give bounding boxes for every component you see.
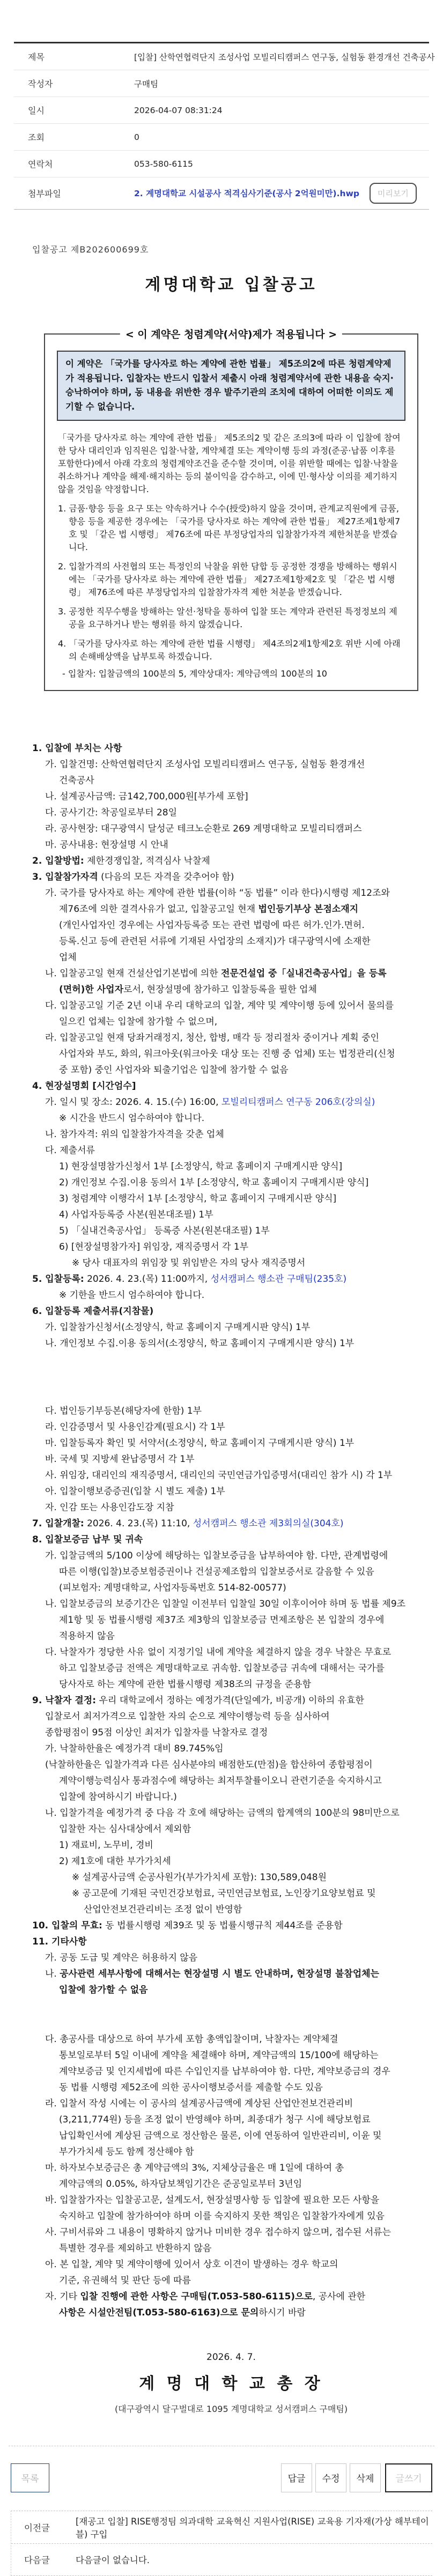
doc-text: 업체	[59, 952, 77, 963]
doc-line	[32, 1869, 430, 1885]
doc-text: 아. 입찰이행보증증권(입찰 시 별도 제출) 1부	[45, 1486, 225, 1497]
integrity-items	[57, 502, 405, 663]
doc-line	[32, 1564, 430, 1580]
header-row-label: 연락처	[28, 159, 53, 169]
doc-line	[32, 2256, 430, 2273]
doc-text: 2026. 4. 23.(목) 11:10,	[84, 1518, 193, 1529]
doc-line	[32, 2273, 430, 2289]
doc-line	[32, 933, 430, 949]
post-header-row	[14, 43, 435, 70]
doc-text: ※ 당사 대표자의 위임장 및 위임받은 자의 당사 재직증명서	[72, 1257, 306, 1268]
doc-text: 나. 입찰공고일 현재 건설산업기본법에 의한	[45, 968, 222, 979]
header-row-label: 일시	[28, 106, 45, 116]
doc-line	[32, 1467, 430, 1483]
doc-line	[32, 805, 430, 821]
list-button[interactable]: 목록	[11, 2463, 49, 2492]
doc-text: 11. 기타사항	[32, 1936, 87, 1947]
doc-text: 3. 입찰참가자격	[32, 871, 98, 882]
header-row-value: 구매팀	[134, 79, 158, 89]
doc-text: 산업안전보건관리비는 조정 없이 반영함	[84, 1904, 242, 1915]
doc-text: 로서, 현장설명에 참가하고 입찰등록을 필한 업체	[123, 984, 317, 995]
doc-line	[32, 1271, 430, 1287]
doc-line	[32, 966, 430, 982]
doc-text: 입찰에 참가할 수 없음	[59, 1984, 148, 1995]
doc-line	[32, 2192, 430, 2208]
doc-text: 라. 입찰공고일 현재 당좌거래정지, 청산, 합병, 매각 등 정리절차 중이거나 계획 중인	[45, 1032, 379, 1043]
post-header-row	[14, 97, 429, 124]
post-header-rows	[14, 43, 435, 177]
doc-line	[32, 1725, 430, 1741]
notice-signer: 계 명 대 학 교 총 장	[139, 2374, 323, 2393]
doc-line	[32, 1046, 430, 1062]
doc-text: 4. 현장설명회 [시간엄수]	[32, 1080, 136, 1092]
doc-line	[32, 1853, 430, 1869]
notice-document	[0, 243, 443, 2415]
doc-text: 8. 입찰보증금 납부 및 귀속	[32, 1534, 143, 1545]
doc-text: 2026. 4. 23.(목) 11:00까지,	[84, 1273, 211, 1285]
doc-line	[32, 2289, 430, 2305]
header-row-label: 제목	[28, 52, 45, 62]
doc-line	[32, 1255, 430, 1271]
doc-text: 납입확인서에 계상된 금액으로 정산함은 물론, 이에 연동하여 일반관리비, 이윤 및	[59, 2130, 382, 2141]
doc-line	[32, 821, 430, 837]
doc-line	[32, 2224, 430, 2240]
reply-button[interactable]: 답글	[281, 2463, 312, 2492]
doc-line	[32, 1934, 430, 1950]
doc-text: 7. 입찰개찰:	[32, 1518, 84, 1529]
doc-line	[32, 1950, 430, 1966]
doc-text: (3,211,774원) 등을 조정 없이 반영해야 하며, 최종대가 청구 시에 해당보험료	[59, 2114, 371, 2125]
doc-text: 마. 공사내용: 현장설명 시 안내	[45, 839, 168, 850]
doc-text: 계약보증금 및 인지세법에 따른 수입인지를 납부하여야 함. 다만, 계약보증금의 경우	[59, 2066, 390, 2077]
doc-text: 다. 공사기간: 착공일로부터 28일	[45, 807, 178, 818]
doc-text: 나. 설계공사금액: 금142,700,000원[부가세 포함]	[45, 791, 248, 802]
doc-line	[32, 1805, 430, 1821]
doc-line	[32, 998, 430, 1014]
doc-line	[32, 1483, 430, 1499]
doc-text: 1. 입찰에 부치는 사항	[32, 743, 122, 754]
integrity-damages-line: - 입찰자: 입찰금액의 100분의 5, 계약상대자: 계약금액의 100분의 10	[62, 668, 327, 679]
doc-text: 다. 총공사를 대상으로 하여 부가세 포함 총액입찰이며, 낙찰자는 계약체결	[45, 2033, 338, 2045]
doc-line	[32, 1644, 430, 1660]
doc-line	[32, 1030, 430, 1046]
doc-text: (낙찰하한율은 입찰가격과 다른 심사분야의 배점한도(만점)을 합산하여 종합평점이	[45, 1759, 373, 1770]
doc-line	[32, 2144, 430, 2160]
doc-text: 입찰 진행에 관한 사항은 구매팀(T.053-580-6115)으로	[80, 2291, 313, 2302]
doc-text: 바. 입찰참가자는 입찰공고문, 설계도서, 현장설명사항 등 입찰에 필요한 모든 사항을	[45, 2194, 380, 2206]
doc-line	[32, 2160, 430, 2176]
doc-line	[32, 1110, 430, 1126]
doc-text: 나.	[45, 1968, 60, 1979]
doc-text: 가. 낙찰하한율은 예정가격 대비 89.745%임	[45, 1743, 224, 1754]
doc-line	[32, 917, 430, 933]
doc-line	[32, 1062, 430, 1078]
doc-text: ※ 공고문에 기재된 국민건강보험료, 국민연금보험료, 노인장기요양보험료 및	[72, 1888, 376, 1899]
doc-line	[32, 1435, 430, 1451]
doc-text: 라. 공사현장: 대구광역시 달성군 테크노순환로 269 계명대학교 모빌리티캠퍼스	[45, 823, 362, 834]
doc-text: 따른 이행(입찰)보증보험증권이나 건설공제조합의 입찰보증서로 갈음할 수 있음	[59, 1566, 374, 1577]
integrity-pledge-box	[44, 329, 418, 691]
prev-post-label: 이전글	[24, 2522, 50, 2533]
doc-text: 적용하지 않음	[59, 1630, 115, 1642]
doc-text: 종합평점이 95점 이상인 최저가 입찰자를 낙찰자로 결정	[45, 1727, 268, 1738]
doc-text: 입찰로서 최저가격으로 입찰한 자의 순으로 계약이행능력 등을 심사하여	[45, 1711, 330, 1722]
doc-line	[32, 740, 430, 756]
doc-line	[32, 789, 430, 805]
doc-text: 동 법률시행령 제39조 및 동 법률시행규칙 제44조를 준용함	[102, 1920, 343, 1931]
doc-text: 기준, 유권해석 및 판단 등에 따름	[59, 2275, 191, 2286]
page-title: 계명대학교 입찰공고	[145, 276, 318, 294]
next-post-row	[11, 2543, 432, 2575]
doc-line	[32, 1207, 430, 1223]
doc-text: 나. 입찰가격을 예정가격 중 다음 각 호에 해당하는 금액의 합계액의 100분의 98미만으로	[45, 1807, 400, 1818]
doc-line	[32, 1303, 430, 1319]
doc-line	[32, 2096, 430, 2112]
doc-line	[32, 982, 430, 998]
doc-highlight-text: 성서캠퍼스 행소관 구매팀(235호)	[210, 1273, 347, 1285]
doc-text: 3) 청렴계약 이행각서 1부 [소정양식, 학교 홈페이지 구매게시판 양식]	[59, 1193, 337, 1204]
doc-text: 일으킨 업체는 입찰에 참가할 수 없으며,	[59, 1016, 218, 1027]
attachment-value	[134, 183, 417, 204]
doc-text: 제1항 및 동 법률시행령 제37조 제3항의 입찰보증금 면제조항은 본 입찰의 경우에	[59, 1614, 385, 1625]
doc-line	[32, 1902, 430, 1918]
doc-text: 나. 개인정보 수집.이용 동의서(소정양식, 학교 홈페이지 구매게시판 양식) 1부	[45, 1338, 355, 1349]
doc-line	[32, 1094, 430, 1110]
preview-button[interactable]: 미리보기	[370, 183, 417, 204]
integrity-item: 4. 「국가를 당사자로 하는 계약에 관한 법률 시행령」 제4조의2제1항제2호 위반 시에 아래의 손해배상액을 납부토록 하겠습니다.	[58, 638, 401, 662]
doc-text: 마. 입찰등록자 확인 및 서약서(소정양식, 학교 홈페이지 구매게시판 양식) 1부	[45, 1437, 355, 1449]
doc-line	[32, 2208, 430, 2224]
doc-line	[32, 1451, 430, 1467]
prev-post-row	[11, 2511, 432, 2543]
doc-line	[32, 1191, 430, 1207]
doc-line	[32, 1223, 430, 1239]
doc-text: 가. 국가를 당사자로 하는 계약에 관한 법률(이하 “동 법률” 이라 한다)시행령 제12조와	[45, 887, 390, 899]
doc-line	[32, 2047, 430, 2063]
doc-line	[32, 2031, 430, 2047]
doc-line	[32, 1319, 430, 1335]
doc-line	[32, 901, 430, 917]
doc-text: 다. 제출서류	[45, 1145, 95, 1156]
doc-line	[32, 869, 430, 885]
doc-line	[32, 1532, 430, 1548]
doc-text: 6) [현장설명참가자] 위임장, 재직증명서 각 1부	[59, 1241, 249, 1252]
doc-text: ※ 설계공사금액 순공사원가(부가가치세 포함): 130,589,048원	[72, 1872, 327, 1883]
doc-line	[32, 1239, 430, 1255]
doc-text: 5) 「실내건축공사업」 등록증 사본(원본대조필) 1부	[59, 1225, 270, 1236]
doc-line	[32, 1580, 430, 1596]
doc-text: 등록.신고 등에 관련된 서류에 기재된 사업장의 소재지)가 대구광역시에 소재한	[59, 936, 371, 947]
doc-line	[32, 1821, 430, 1837]
header-row-label: 조회	[28, 132, 45, 143]
next-post-text: 다음글이 없습니다.	[76, 2555, 150, 2566]
doc-text: 2) 개인정보 수집.이용 동의서 1부 [소정양식, 학교 홈페이지 구매게시판 양식]	[59, 1177, 369, 1188]
notice-address: (대구광역시 달구벌대로 1095 계명대학교 성서캠퍼스 구매팀)	[114, 2403, 348, 2414]
doc-text: 9. 낙찰자 결정:	[32, 1695, 97, 1706]
doc-text: 계약이행능력심사 통과점수에 해당하는 최저투찰률이오니 관련기준을 숙지하시고	[59, 1775, 382, 1786]
integrity-item: 2. 입찰가격의 사전협의 또는 특정인의 낙찰을 위한 담합 등 공정한 경쟁을 방해하는 행위시에는 「국가를 당사자로 하는 계약에 관한 법률」 제27조제1항제2호 및 「같은 법 시행령」 제76조에 따른 부정당업자의 입찰참가자격 제한 처분을 받겠습니다.	[58, 561, 397, 597]
doc-text: 마. 하자보수보증금은 총 계약금액의 3%, 지체상금율은 매 1일에 대하여 총	[45, 2162, 344, 2173]
prev-post-link[interactable]: [재공고 입찰] RISE행정팀 의과대학 교육혁신 지원사업(RISE) 교육용 기자재(가상 해부테이블) 구입	[76, 2516, 429, 2540]
doc-text: 바. 국세 및 지방세 완납증명서 각 1부	[45, 1453, 195, 1465]
integrity-legend: < 이 계약은 청렴계약(서약)제가 적용됩니다 >	[120, 326, 342, 341]
doc-text: 우리 대학교에서 정하는 예정가격(단일예가, 비공개) 이하의 유효한	[96, 1695, 364, 1706]
doc-text: 사. 구비서류와 그 내용이 명확하지 않거나 미비한 경우 접수하지 않으며, 접수된 서류는	[45, 2226, 392, 2238]
doc-line	[32, 1335, 430, 1352]
doc-line	[32, 885, 430, 901]
integrity-pledge-paragraph: 「국가를 당사자로 하는 계약에 관한 법률」 제5조의2 및 같은 조의3에 따라 이 입찰에 참여한 당사 대리인과 임직원은 입찰·낙찰, 계약체결 또는 계약이행 등의 과정(준공·납품 이후를 포함한다)에서 아래 각호의 청렴계약조건을 준수할 것이며, 이를 위반할 때에는 입찰·낙찰을 취소하거나 계약을 해제·해지하는 등의 불이익을 감수하고, 이에 민·형사상 이의를 제기하지 않을 것임을 약정합니다.	[58, 432, 401, 494]
doc-line	[32, 1757, 430, 1773]
doc-text: 제76조에 의한 결격사유가 없고, 입찰공고일 현재	[59, 903, 259, 915]
doc-line	[32, 2305, 430, 2321]
doc-text: 1) 재료비, 노무비, 경비	[59, 1839, 153, 1851]
doc-line	[32, 1419, 430, 1435]
doc-line	[32, 837, 430, 853]
doc-text: , 공사에 관한	[312, 2291, 366, 2302]
doc-text: 사. 위임장, 대리인의 재직증명서, 대리인의 국민연금가입증명서(대리인 참가 시) 각 1부	[45, 1469, 393, 1481]
edit-button[interactable]: 수정	[315, 2463, 346, 2492]
prev-next-table	[11, 2511, 432, 2576]
doc-line	[32, 853, 430, 869]
doc-text: 법인등기부상 본점소재지	[258, 903, 359, 915]
doc-line	[32, 1837, 430, 1853]
doc-text: (피보험자: 계명대학교, 사업자등록번호 514-82-00577)	[59, 1582, 286, 1593]
doc-text: ※ 기한을 반드시 엄수하여야 합니다.	[59, 1289, 205, 1301]
header-row-value: [입찰] 산학연협력단지 조성사업 모빌리티캠퍼스 연구동, 실험동 환경개선 건축공사	[134, 52, 435, 62]
doc-line	[32, 1676, 430, 1692]
notice-body	[32, 740, 430, 2321]
doc-text: 부가가치세 등도 함께 정산해야 함	[59, 2146, 194, 2157]
bid-notice-page	[0, 42, 443, 2566]
doc-line	[32, 1773, 430, 1789]
doc-text: 2) 제1호에 대한 부가가치세	[59, 1855, 171, 1867]
doc-line	[32, 949, 430, 966]
doc-line	[32, 1499, 430, 1516]
doc-text: (개인사업자인 경우에는 사업자등록증 또는 관련 법령에 따른 허가.인가.면허.	[59, 919, 365, 931]
doc-text: 나. 참가자격: 위의 입찰참가자격을 갖춘 업체	[45, 1129, 224, 1140]
integrity-item: 1. 금품·향응 등을 요구 또는 약속하거나 수수(授受)하지 않을 것이며, 관계교직원에게 금품, 향응 등을 제공한 경우에는 「국가를 당사자로 하는 계약에 관한 법률」 제27조제1항제7호 및 「같은 법 시행령」 제76조에 따른 부정당업자의 입찰참가자격 제한처분을 받겠습니다.	[58, 503, 401, 552]
notice-date: 2026. 4. 7.	[206, 2351, 256, 2363]
doc-line	[32, 1403, 430, 1419]
doc-line	[32, 2063, 430, 2080]
attachment-label: 첨부파일	[28, 189, 61, 199]
doc-text: ※ 시간을 반드시 엄수하여야 합니다.	[59, 1112, 205, 1124]
doc-text: 건축공사	[59, 775, 94, 786]
doc-text: 하고 입찰보증금 전액은 계명대학교로 귀속함. 입찰보증금 귀속에 대해서는 국가를	[59, 1662, 385, 1674]
doc-line	[32, 1612, 430, 1628]
doc-text: 제한경쟁입찰, 적격심사 낙찰제	[84, 855, 210, 866]
doc-text: 입찰한 자는 심사대상에서 제외함	[59, 1823, 191, 1835]
post-header-row	[14, 124, 429, 151]
doc-line	[32, 1885, 430, 1902]
header-row-value: 053-580-6115	[134, 159, 193, 169]
doc-text: 당사자로 하는 계약에 관한 법률시행령 제38조의 규정을 준용함	[59, 1679, 312, 1690]
doc-line	[32, 1709, 430, 1725]
doc-line	[32, 1596, 430, 1612]
attachment-file-link[interactable]: 2. 계명대학교 시설공사 적격심사기준(공사 2억원미만).hwp	[134, 189, 359, 198]
doc-text: 숙지하고 입찰에 참가하여야 하며 이를 숙지하지 못한 책임은 입찰참가자에게 있음	[59, 2210, 385, 2222]
doc-text: 통보일로부터 5일 이내에 계약을 체결해야 하며, 계약금액의 15/100에 해당하는	[59, 2050, 379, 2061]
doc-line	[32, 1692, 430, 1709]
doc-text: 사업자와 부도, 화의, 워크아웃(워크아웃 대상 또는 진행 중 업체) 또는 법정관리(신청	[59, 1048, 395, 1059]
post-header-row	[14, 151, 429, 177]
doc-line	[32, 773, 430, 789]
doc-line	[32, 1741, 430, 1757]
doc-text: 6. 입찰등록 제출서류(지참물)	[32, 1305, 154, 1317]
doc-text: 5. 입찰등록:	[32, 1273, 84, 1285]
doc-line	[32, 2080, 430, 2096]
action-button-row	[11, 2463, 432, 2492]
doc-line	[32, 1159, 430, 1175]
doc-text: 가. 입찰참가신청서(소정양식, 학교 홈페이지 구매게시판 양식) 1부	[45, 1322, 311, 1333]
doc-line	[32, 1175, 430, 1191]
doc-text: (다음의 모든 자격을 갖추어야 함)	[98, 871, 234, 882]
doc-line	[32, 1548, 430, 1564]
doc-text: 계약금액의 0.05%, 하자담보책임기간은 준공일로부터 3년임	[59, 2178, 302, 2189]
doc-text: 가. 일시 및 장소: 2026. 4. 15.(수) 16:00,	[45, 1096, 222, 1108]
doc-text: 다. 법인등기부등본(해당자에 한함) 1부	[45, 1405, 202, 1416]
doc-line	[32, 2112, 430, 2128]
doc-text: 10. 입찰의 무효:	[32, 1920, 102, 1931]
doc-line	[32, 1078, 430, 1094]
doc-line	[32, 1966, 430, 1982]
doc-line	[32, 1982, 430, 1998]
doc-text: 자. 인감 또는 사용인감도장 지참	[45, 1502, 174, 1513]
doc-line	[32, 1660, 430, 1676]
write-button[interactable]: 글쓰기	[385, 2463, 432, 2492]
next-post-label: 다음글	[24, 2555, 50, 2566]
doc-text: 2. 입찰방법:	[32, 855, 84, 866]
doc-text: 전문건설업 중「실내건축공사업」을 등록	[221, 968, 387, 979]
doc-line	[32, 1516, 430, 1532]
doc-text: 자. 기타	[45, 2291, 80, 2302]
doc-line	[32, 2176, 430, 2192]
doc-line	[32, 1142, 430, 1159]
doc-line	[32, 1789, 430, 1805]
integrity-item: 3. 공정한 직무수행을 방해하는 알선·청탁을 통하여 입찰 또는 계약과 관련된 특정정보의 제공을 요구하거나 받는 행위를 하지 않겠습니다.	[58, 606, 397, 629]
doc-highlight-text: 성서캠퍼스 행소관 제3회의실(304호)	[193, 1518, 344, 1529]
doc-text: 가. 공동 도급 및 계약은 허용하지 않음	[45, 1952, 198, 1963]
doc-text: 중 포함) 중인 사업자와 퇴출기업은 입찰에 참가할 수 없음	[59, 1064, 289, 1075]
doc-line	[32, 1628, 430, 1644]
doc-text: 4) 사업자등록증 사본(원본대조필) 1부	[59, 1209, 213, 1220]
attachment-row	[14, 177, 429, 210]
post-header-table	[14, 42, 435, 210]
doc-text: 나. 입찰보증금의 보증기간은 입찰일 이전부터 입찰일 30일 이후이어야 하며 동 법률 제9조	[45, 1598, 406, 1609]
header-row-value: 2026-04-07 08:31:24	[134, 105, 223, 115]
doc-line	[32, 2128, 430, 2144]
doc-text: 라. 입찰서 작성 시에는 이 공사의 설계공사금액에 계상된 산업안전보건관리비	[45, 2098, 353, 2109]
doc-text: 라. 인감증명서 및 사용인감계(필요시) 각 1부	[45, 1421, 225, 1432]
doc-text: 입찰에 참여하시기 바랍니다.)	[59, 1791, 177, 1802]
doc-line	[32, 1287, 430, 1303]
doc-highlight-text: 모빌리티캠퍼스 연구동 206호(강의실)	[221, 1096, 375, 1108]
delete-button[interactable]: 삭제	[350, 2463, 381, 2492]
doc-text: 아. 본 입찰, 계약 및 계약이행에 있어서 상호 이견이 발생하는 경우 학교의	[45, 2259, 338, 2270]
integrity-notice-box: 이 계약은 「국가를 당사자로 하는 계약에 관한 법률」 제5조의2에 따른 청렴계약제가 적용됩니다. 입찰자는 반드시 입찰서 제출시 아래 청렴계약서에 관한 내용을 숙지·승낙하여야 하며, 동 내용을 위반한 경우 발주기관의 조치에 대하여 어떠한 이의도 제기할 수 없습니다.	[57, 351, 405, 421]
doc-text: 동 법률 시행령 제52조에 의한 공사이행보증서를 제출할 수도 있음	[59, 2082, 323, 2093]
doc-line	[32, 756, 430, 773]
doc-text: 특별한 경우를 제외하고 반환하지 않음	[59, 2243, 212, 2254]
doc-text: 가. 입찰금액의 5/100 이상에 해당하는 입찰보증금을 납부하여야 함. 다만, 관계법령에	[45, 1550, 388, 1561]
doc-text: 사항은 시설안전팀(T.053-580-6163)으로 문의	[59, 2307, 259, 2318]
header-row-value: 0	[134, 132, 139, 142]
doc-text: 다. 낙찰자가 정당한 사유 없이 지정기일 내에 계약을 체결하지 않을 경우 낙찰은 무효로	[45, 1646, 392, 1658]
notice-number: 입찰공고 제B202600699호	[32, 244, 149, 255]
header-row-label: 작성자	[28, 79, 53, 89]
doc-text: 가. 입찰건명: 산학연협력단지 조성사업 모빌리티캠퍼스 연구동, 실험동 환경개선	[45, 759, 365, 770]
doc-text: 1) 현장설명참가신청서 1부 [소정양식, 학교 홈페이지 구매게시판 양식]	[59, 1161, 343, 1172]
doc-line	[32, 1014, 430, 1030]
doc-line	[32, 2240, 430, 2256]
doc-text: 공사관련 세부사항에 대해서는 현장설명 시 별도 안내하며, 현장설명 불참업체는	[60, 1968, 379, 1979]
doc-text: 다. 입찰공고일 기준 2년 이내 우리 대학교의 입찰, 계약 및 계약이행 등에 있어서 물의를	[45, 1000, 394, 1011]
doc-line	[32, 1918, 430, 1934]
doc-text: (면허)한 사업자	[59, 984, 123, 995]
doc-line	[32, 1126, 430, 1142]
doc-text: 하시기 바람	[259, 2307, 306, 2318]
post-header-row	[14, 70, 429, 97]
